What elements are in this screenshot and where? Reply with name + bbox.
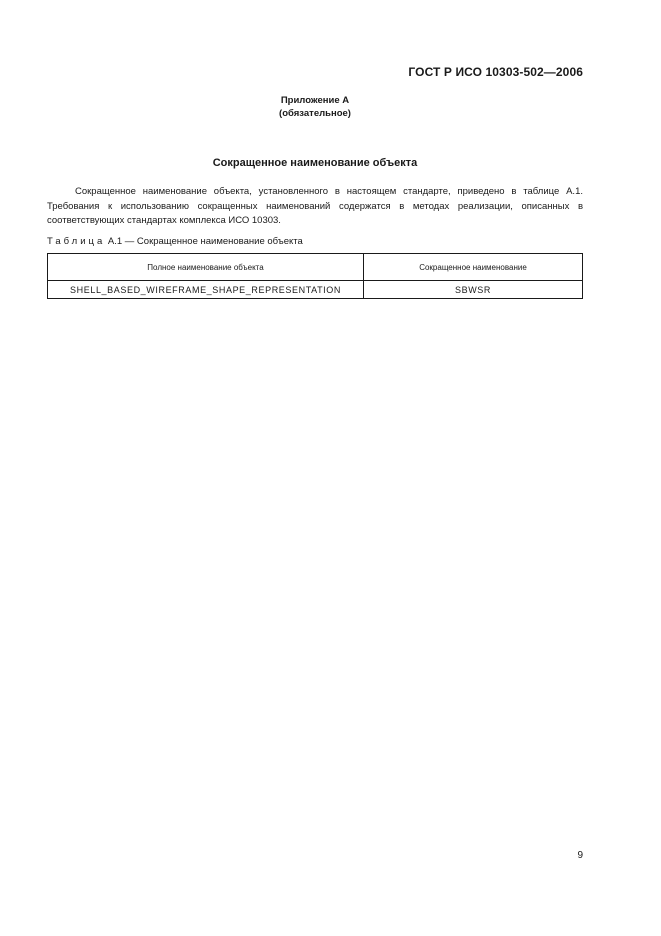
abbreviation-table <box>47 253 583 299</box>
appendix-title: Приложение А <box>280 95 350 106</box>
appendix-status: (обязательное) <box>279 108 351 119</box>
table-caption-text: А.1 — Сокращенное наименование объекта <box>107 236 303 247</box>
table-caption-prefix: Таблица <box>47 236 106 247</box>
document-code: ГОСТ Р ИСО 10303-502—2006 <box>408 65 583 79</box>
table-caption <box>47 236 303 247</box>
table-row <box>48 281 583 299</box>
table-header-row <box>48 254 583 281</box>
appendix-heading <box>0 94 630 120</box>
table-cell-full-name: SHELL_BASED_WIREFRAME_SHAPE_REPRESENTATION <box>48 281 364 299</box>
section-paragraph: Сокращенное наименование объекта, установленного в настоящем стандарте, приведено в таблице А.1. Требования к использованию сокращенных наименований содержатся в методах реализации, описанных в соответствующих стандартах комплекса ИСО 10303. <box>47 186 583 226</box>
section-title: Сокращенное наименование объекта <box>212 157 418 169</box>
table-header-full-name: Полное наименование объекта <box>48 254 364 281</box>
page-number: 9 <box>577 850 583 861</box>
table-header-short-name: Сокращенное наименование <box>364 254 583 281</box>
table-cell-short-name: SBWSR <box>364 281 583 299</box>
